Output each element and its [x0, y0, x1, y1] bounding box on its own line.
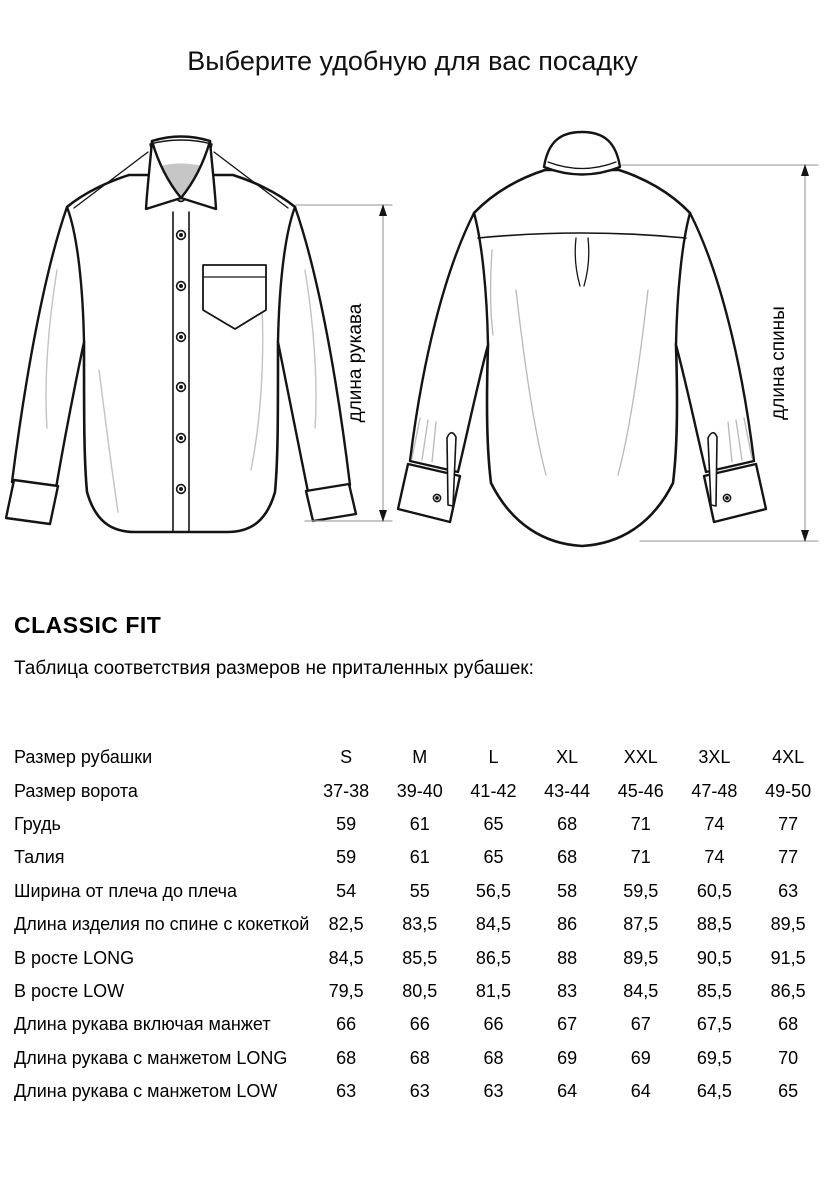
row-label: Размер ворота [14, 780, 138, 801]
table-row [14, 1075, 825, 1108]
back-dimension-label: длина спины [768, 306, 789, 420]
cell-value: 74 [704, 847, 725, 868]
cell-value: 70 [778, 1047, 799, 1068]
back-collar [544, 132, 620, 175]
front-shirt-drawing [6, 137, 356, 533]
row-label: Длина рукава с манжетом LOW [14, 1081, 278, 1102]
cell-value: 69 [630, 1047, 651, 1068]
cell-value: 79,5 [328, 980, 364, 1001]
row-label: Длина изделия по спине с кокеткой [14, 914, 310, 935]
cell-value: 85,5 [696, 980, 732, 1001]
cell-value: 82,5 [328, 914, 364, 935]
cell-value: 59 [336, 847, 357, 868]
cell-value: 39-40 [396, 780, 443, 801]
arrow-down-icon [379, 510, 387, 522]
front-collar [146, 137, 216, 210]
cell-value: 47-48 [691, 780, 738, 801]
table-row [14, 1008, 825, 1041]
shirts-figure [0, 120, 825, 600]
cell-value: 88,5 [696, 914, 732, 935]
cell-value: 61 [409, 847, 430, 868]
cell-value: 67,5 [696, 1014, 732, 1035]
size-table-body [14, 741, 825, 1108]
cell-value: 43-44 [544, 780, 591, 801]
row-label: В росте LOW [14, 980, 125, 1001]
cell-value: 45-46 [617, 780, 664, 801]
cell-value: 65 [778, 1081, 799, 1102]
cell-value: 84,5 [623, 980, 659, 1001]
cell-value: 84,5 [475, 914, 511, 935]
cell-value: XL [556, 747, 579, 768]
cell-value: 74 [704, 813, 725, 834]
front-right-cuff [306, 484, 356, 521]
cell-value: 65 [483, 847, 504, 868]
table-row [14, 1042, 825, 1075]
cell-value: 61 [409, 813, 430, 834]
cell-value: 68 [557, 847, 578, 868]
cell-value: 63 [409, 1081, 430, 1102]
cell-value: 63 [483, 1081, 504, 1102]
cell-value: 41-42 [470, 780, 517, 801]
cell-value: 77 [778, 813, 799, 834]
cell-value: 59 [336, 813, 357, 834]
cell-value: 55 [409, 880, 430, 901]
cell-value: S [340, 747, 353, 768]
cell-value: 87,5 [623, 914, 659, 935]
arrow-up-icon [801, 164, 809, 176]
cell-value: 64 [630, 1081, 651, 1102]
cell-value: 64,5 [696, 1081, 732, 1102]
cell-value: 80,5 [402, 980, 438, 1001]
table-row [14, 774, 825, 807]
cell-value: 66 [483, 1014, 504, 1035]
back-shirt-drawing [398, 132, 766, 546]
cell-value: 64 [557, 1081, 578, 1102]
row-label: В росте LONG [14, 947, 135, 968]
row-label: Длина рукава с манжетом LONG [14, 1047, 288, 1068]
row-label: Грудь [14, 813, 61, 834]
cell-value: 67 [557, 1014, 578, 1035]
cell-value: 90,5 [696, 947, 732, 968]
cell-value: 66 [336, 1014, 357, 1035]
cell-value: 89,5 [770, 914, 806, 935]
table-row [14, 875, 825, 908]
front-dimension-label: длина рукава [345, 303, 366, 423]
cell-value: 68 [778, 1014, 799, 1035]
cell-value: 63 [336, 1081, 357, 1102]
cell-value: 86,5 [770, 980, 806, 1001]
cell-value: 84,5 [328, 947, 364, 968]
cell-value: 83 [557, 980, 578, 1001]
cell-value: 77 [778, 847, 799, 868]
cell-value: 91,5 [770, 947, 806, 968]
cell-value: 83,5 [402, 914, 438, 935]
row-label: Талия [14, 847, 65, 868]
cell-value: 68 [409, 1047, 430, 1068]
row-label: Длина рукава включая манжет [14, 1014, 271, 1035]
cell-value: 68 [336, 1047, 357, 1068]
cell-value: 49-50 [765, 780, 812, 801]
cell-value: 54 [336, 880, 357, 901]
cell-value: 56,5 [475, 880, 511, 901]
cell-value: 67 [630, 1014, 651, 1035]
cell-value: 71 [630, 847, 651, 868]
cell-value: 69 [557, 1047, 578, 1068]
back-body [474, 170, 690, 546]
table-row [14, 908, 825, 941]
cell-value: XXL [623, 747, 658, 768]
page-title: Выберите удобную для вас посадку [187, 46, 638, 76]
cell-value: 89,5 [623, 947, 659, 968]
cell-value: 59,5 [623, 880, 659, 901]
cell-value: 58 [557, 880, 578, 901]
fit-heading: CLASSIC FIT [14, 612, 162, 638]
cell-value: 88 [557, 947, 578, 968]
cell-value: 68 [557, 813, 578, 834]
row-label: Размер рубашки [14, 747, 153, 768]
cell-value: M [412, 747, 428, 768]
cell-value: 4XL [772, 747, 805, 768]
table-row [14, 941, 825, 974]
front-body [67, 175, 295, 532]
table-row [14, 841, 825, 874]
cell-value: 68 [483, 1047, 504, 1068]
cell-value: 63 [778, 880, 799, 901]
cell-value: 69,5 [696, 1047, 732, 1068]
cell-value: 85,5 [402, 947, 438, 968]
fit-subtitle: Таблица соответствия размеров не приталенных рубашек: [14, 658, 534, 679]
table-header-row [14, 741, 825, 774]
cell-value: 3XL [698, 747, 731, 768]
cell-value: 60,5 [696, 880, 732, 901]
front-left-cuff [6, 480, 58, 524]
cell-value: 71 [630, 813, 651, 834]
cell-value: 86,5 [475, 947, 511, 968]
cell-value: 81,5 [475, 980, 511, 1001]
table-row [14, 808, 825, 841]
cell-value: 65 [483, 813, 504, 834]
row-label: Ширина от плеча до плеча [14, 880, 238, 901]
cell-value: 86 [557, 914, 578, 935]
cell-value: L [488, 747, 499, 768]
arrow-down-icon [801, 530, 809, 542]
arrow-up-icon [379, 204, 387, 216]
size-table [14, 741, 825, 1108]
cell-value: 66 [409, 1014, 430, 1035]
table-row [14, 975, 825, 1008]
cell-value: 37-38 [323, 780, 370, 801]
